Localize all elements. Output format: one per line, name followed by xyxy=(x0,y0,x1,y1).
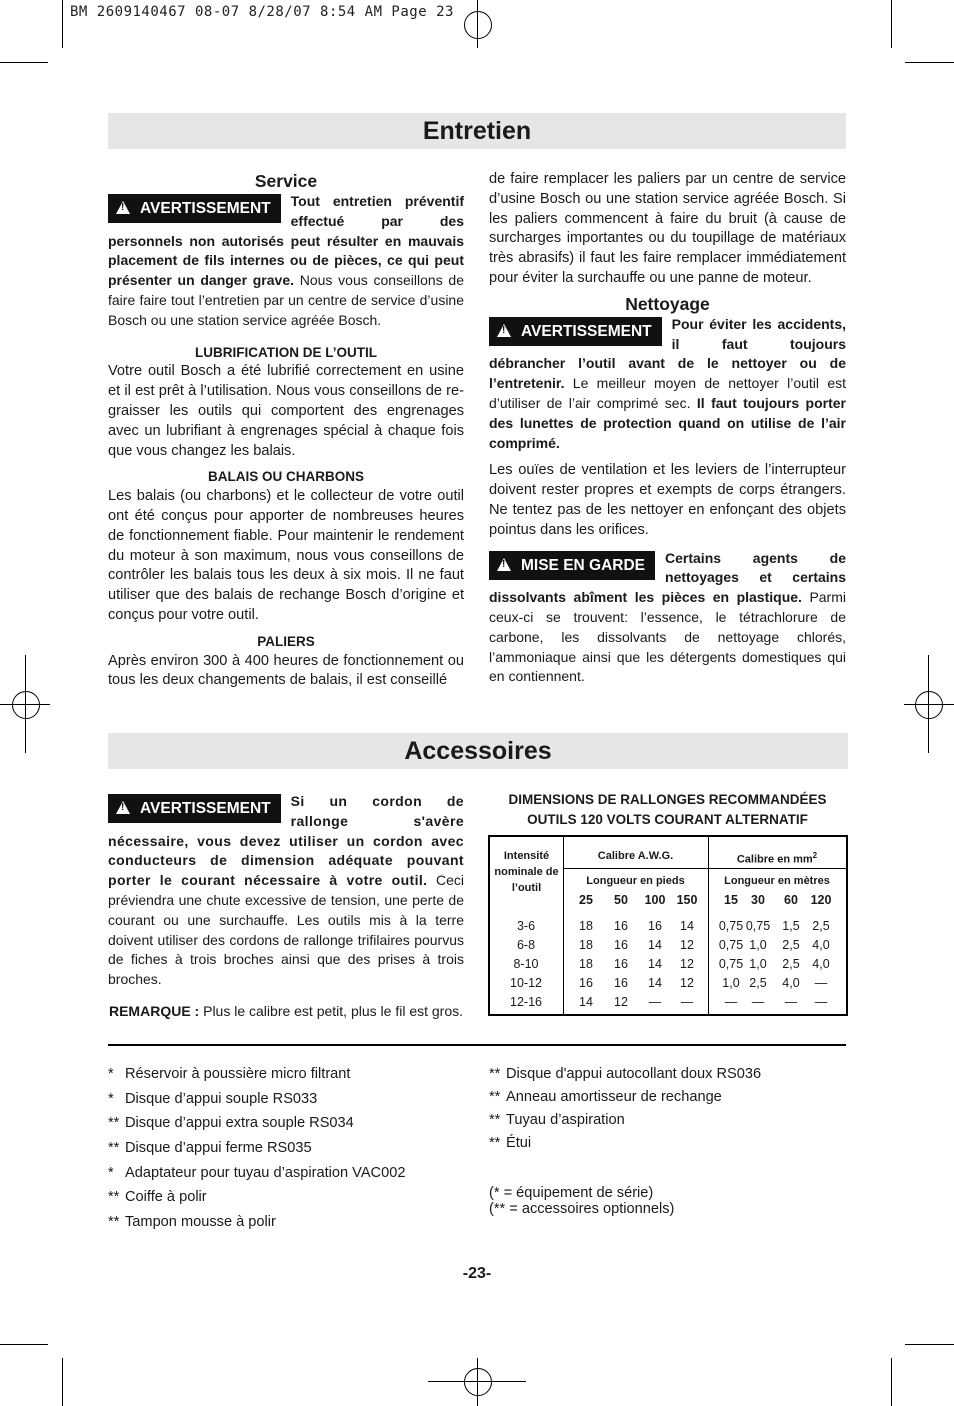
list-bullet: ** xyxy=(489,1112,501,1128)
entretien-left-column xyxy=(108,170,464,691)
table-cell-awg: 16 xyxy=(648,919,662,933)
list-item xyxy=(489,1112,849,1128)
list-item xyxy=(489,1135,849,1151)
accessory-list-left xyxy=(108,1066,468,1239)
table-cell-mm: 4,0 xyxy=(812,938,830,952)
table-title xyxy=(489,790,846,830)
list-bullet: * xyxy=(108,1164,114,1181)
paliers-text-continued: de faire remplacer les paliers par un centre de service d’usine Bosch ou une station service agréée Bosch. Si les paliers commencent à faire du bruit (à cause de surcharges importantes ou du toupillage de matériaux très abrasifs) il faut les faire remplacer immédiatement pour éviter la surchauffe ou une panne de moteur. xyxy=(489,171,846,286)
table-header-awg: Calibre A.W.G. xyxy=(597,850,674,862)
table-cell-awg: — xyxy=(680,995,694,1009)
list-item xyxy=(489,1089,849,1105)
list-bullet: ** xyxy=(489,1066,501,1082)
table-header-meters: Longueur en mètres xyxy=(724,875,830,887)
accessoires-banner xyxy=(108,733,848,769)
warning-triangle-icon xyxy=(497,558,511,571)
list-item xyxy=(108,1165,468,1181)
balais-heading: BALAIS OU CHARBONS xyxy=(207,469,364,485)
nettoyage-text: Le meilleur moyen de nettoyer l’outil est d’utiliser de l’air comprimé sec. xyxy=(489,375,846,411)
list-item-text: Disque d’appui souple RS033 xyxy=(125,1090,318,1107)
caution-text: Parmi ceux-ci se trouvent: l’essence, le tétrachlorure de carbone, les dissolvants de nettoyage chlorés, l’ammoniaque ainsi que les détergents domestiques qui en contiennent. xyxy=(489,589,846,685)
table-cell-mm: 2,5 xyxy=(782,938,800,952)
lubrification-heading: LUBRIFICATION DE L’OUTIL xyxy=(195,344,377,360)
list-bullet: ** xyxy=(489,1089,501,1105)
table-cell-awg: 12 xyxy=(614,995,628,1009)
table-cell-awg: 16 xyxy=(614,919,628,933)
table-cell-rating: 6-8 xyxy=(516,938,536,952)
warning-badge: !AVERTISSEMENT xyxy=(489,317,662,346)
service-heading: Service xyxy=(254,171,318,191)
list-item-text: Disque d’appui extra souple RS034 xyxy=(125,1115,354,1132)
table-cell-awg: — xyxy=(648,995,662,1009)
legend-optional: (** = accessoires optionnels) xyxy=(489,1201,675,1217)
caution-badge: !MISE EN GARDE xyxy=(489,551,655,580)
table-cell-mm: — xyxy=(784,995,798,1009)
entretien-right-column xyxy=(489,170,846,687)
accessoires-title: Accessoires xyxy=(404,737,552,765)
remarque-label: REMARQUE : xyxy=(108,1002,200,1019)
table-cell-mm: — xyxy=(724,995,738,1009)
list-item xyxy=(108,1140,468,1156)
nettoyage-warning-text-2: Il faut toujours porter des lunettes de protection quand on utilise de l’air comprimé. xyxy=(489,394,846,451)
nettoyage-text-2: Les ouïes de ventilation et les leviers de l’interrupteur doivent rester propres et exempts de corps étrangers. Ne tentez pas de les nettoyer en enfonçant des objets pointus dans les orifices. xyxy=(489,462,846,538)
entretien-banner xyxy=(108,113,846,149)
table-header-meter-col: 60 xyxy=(784,893,798,907)
table-cell-mm: 2,5 xyxy=(782,957,800,971)
table-cell-awg: 16 xyxy=(614,938,628,952)
list-item-text: Disque d'appui autocollant doux RS036 xyxy=(506,1066,762,1082)
table-cell-awg: 14 xyxy=(648,957,662,971)
extension-cord-warning-text: Si un cordon de rallonge s'avère nécessaire, vous devez utiliser un cordon avec conducteurs de dimension adéquate pouvant porter le courant nécessaire à votre outil. xyxy=(108,793,464,889)
list-item xyxy=(108,1189,468,1205)
table-cell-awg: 12 xyxy=(680,957,694,971)
table-cell-mm: 4,0 xyxy=(812,957,830,971)
accessory-list-right xyxy=(489,1066,849,1158)
table-cell-awg: 18 xyxy=(579,957,593,971)
extension-cord-text: Ceci préviendra une chute excessive de tension, une perte de courant ou une surchauffe. Les outils mis à la terre doivent utiliser des cordons de rallonge trifilaires pourvus de fiches à trois broches ainsi que des prises à trois broches. xyxy=(108,872,464,988)
list-item-text: Adaptateur pour tuyau d’aspiration VAC002 xyxy=(125,1164,406,1181)
extension-cord-table xyxy=(488,835,848,1016)
table-cell-mm: 4,0 xyxy=(782,976,800,990)
table-cell-mm: 1,0 xyxy=(749,938,767,952)
table-cell-mm: 0,75 xyxy=(745,919,771,933)
table-title-line-1: DIMENSIONS DE RALLONGES RECOMMANDÉES xyxy=(508,792,827,807)
table-cell-awg: 18 xyxy=(579,938,593,952)
warning-triangle-icon xyxy=(116,201,130,214)
table-header-feet-col: 100 xyxy=(644,893,666,907)
table-header-feet-col: 150 xyxy=(676,893,698,907)
table-header-meter-col: 30 xyxy=(751,893,765,907)
table-cell-mm: 1,5 xyxy=(782,919,800,933)
entretien-title: Entretien xyxy=(422,117,532,145)
warning-badge: !AVERTISSEMENT xyxy=(108,794,281,823)
table-header-meter-col: 120 xyxy=(810,893,832,907)
list-bullet: * xyxy=(108,1090,114,1107)
list-item-text: Anneau amortisseur de rechange xyxy=(506,1089,722,1105)
table-cell-mm: 0,75 xyxy=(718,938,744,952)
list-bullet: ** xyxy=(108,1214,120,1231)
table-header-meter-col: 15 xyxy=(724,893,738,907)
table-title-line-2: OUTILS 120 VOLTS COURANT ALTERNATIF xyxy=(527,812,808,827)
paliers-heading: PALIERS xyxy=(257,633,315,649)
list-bullet: ** xyxy=(489,1135,501,1151)
table-header-mm: Calibre en $mm^2$ xyxy=(736,851,818,866)
table-cell-awg: 16 xyxy=(614,976,628,990)
list-bullet: * xyxy=(108,1066,114,1082)
table-header-feet-col: 25 xyxy=(579,893,593,907)
list-item-text: Tuyau d’aspiration xyxy=(506,1112,625,1128)
table-cell-rating: 10-12 xyxy=(510,976,542,990)
nettoyage-warning-text: Pour éviter les accidents, il faut toujours débrancher l’outil avant de le nettoyer ou de l’entretenir. xyxy=(489,315,846,392)
table-header-intensite: Intensité nominale de l’outil xyxy=(494,850,559,894)
list-item-text: Coiffe à polir xyxy=(125,1189,207,1206)
accessory-legend xyxy=(489,1185,674,1217)
table-cell-mm: 0,75 xyxy=(718,957,744,971)
list-item-text: Tampon mousse à polir xyxy=(125,1214,276,1231)
warning-badge: !AVERTISSEMENT xyxy=(108,194,281,223)
table-cell-awg: 14 xyxy=(648,938,662,952)
list-item-text: Réservoir à poussière micro filtrant xyxy=(125,1066,351,1082)
legend-standard: (* = équipement de série) xyxy=(489,1185,654,1201)
table-cell-awg: 16 xyxy=(614,957,628,971)
list-bullet: ** xyxy=(108,1140,120,1157)
service-text: Nous vous conseillons de faire faire tout l’entretien par un centre de service d’usine Bosch ou une station service agréée Bosch. xyxy=(108,272,465,328)
list-item xyxy=(108,1214,468,1230)
table-cell-mm: 1,0 xyxy=(749,957,767,971)
balais-text: Les balais (ou charbons) et le collecteur de votre outil ont été conçus pour apporter de nombreuses heures de fonctionnement fiable. Pour maintenir le rendement du moteur à son maximum, nous vous conseillons de contrôler les balais tous les deux à six mois. Il ne faut utiliser que des balais de rechange Bosch d’origine et conçus pour votre outil. xyxy=(108,488,464,623)
table-cell-mm: — xyxy=(814,976,828,990)
warning-triangle-icon xyxy=(116,801,130,814)
print-header: BM 2609140467 08-07 8/28/07 8:54 AM Page 23 xyxy=(70,4,454,20)
list-bullet: ** xyxy=(108,1189,120,1206)
table-cell-mm: 0,75 xyxy=(718,919,744,933)
table-cell-awg: 12 xyxy=(680,938,694,952)
table-cell-mm: 1,0 xyxy=(722,976,740,990)
paliers-text: Après environ 300 à 400 heures de fonctionnement ou tous les deux changements de balais, il est conseillé xyxy=(108,652,464,689)
list-item xyxy=(108,1091,468,1107)
list-item xyxy=(489,1066,849,1082)
list-item-text: Disque d’appui ferme RS035 xyxy=(125,1140,312,1157)
table-cell-rating: 8-10 xyxy=(513,957,539,971)
table-cell-mm: 2,5 xyxy=(749,976,767,990)
table-cell-rating: 3-6 xyxy=(516,919,536,933)
accessoires-left-column xyxy=(108,792,464,1022)
list-item xyxy=(108,1115,468,1131)
list-item-text: Étui xyxy=(506,1135,532,1151)
table-cell-awg: 16 xyxy=(579,976,593,990)
page-number: -23- xyxy=(462,1265,492,1282)
list-bullet: ** xyxy=(108,1115,120,1132)
table-cell-awg: 14 xyxy=(579,995,593,1009)
table-cell-awg: 14 xyxy=(680,919,694,933)
section-divider xyxy=(108,1044,846,1046)
service-warning-text: Tout entretien préventif effectué par des personnels non autorisés peut résulter en mauvais placement de fils internes ou de pièces, ce qui peut présenter un danger grave. xyxy=(108,193,464,289)
table-cell-mm: — xyxy=(814,995,828,1009)
table-cell-awg: 14 xyxy=(648,976,662,990)
nettoyage-heading: Nettoyage xyxy=(625,293,710,314)
table-header-feet: Longueur en pieds xyxy=(586,875,685,887)
table-header-feet-col: 50 xyxy=(614,893,628,907)
table-cell-awg: 18 xyxy=(579,919,593,933)
warning-triangle-icon xyxy=(497,324,511,337)
table-cell-mm: 2,5 xyxy=(812,919,830,933)
remarque-text: Plus le calibre est petit, plus le fil est gros. xyxy=(203,1002,464,1019)
table-cell-mm: — xyxy=(751,995,765,1009)
caution-warning-text: Certains agents de nettoyages et certains dissolvants abîment les pièces en plastique. xyxy=(489,549,846,606)
table-cell-awg: 12 xyxy=(680,976,694,990)
lubrification-text: Votre outil Bosch a été lubrifié correctement en usine et il est prêt à l’utilisation. Nous vous conseillons de re-graisser les outils qui comportent des engrenages avec un lubrifiant à engrenages spécial à chaque fois que vous changez les balais. xyxy=(108,363,464,459)
list-item xyxy=(108,1066,468,1082)
table-cell-rating: 12-16 xyxy=(510,995,542,1009)
